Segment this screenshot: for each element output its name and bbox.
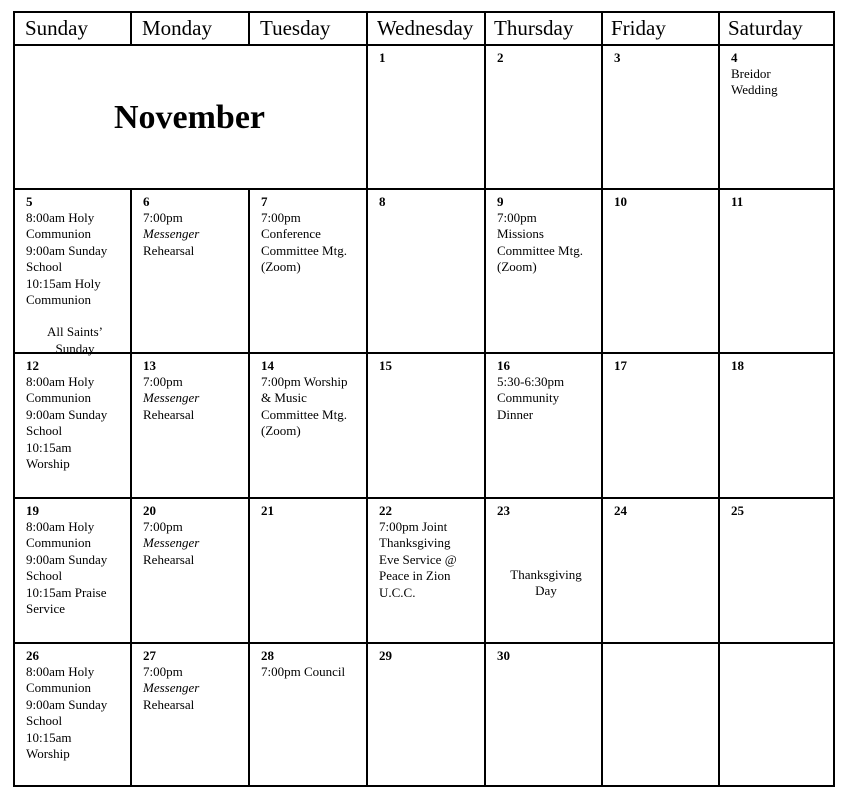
day-number: 6 (143, 194, 150, 209)
day-number: 7 (261, 194, 268, 209)
weekday-header-thursday: Thursday (494, 16, 574, 40)
day-number: 24 (614, 503, 627, 518)
grid-line (13, 785, 835, 787)
weekday-header-tuesday: Tuesday (260, 16, 331, 40)
event-italic: Messenger (143, 680, 200, 696)
event-time: 7:00pm (143, 664, 183, 679)
event-text: 8:00am Holy Communion 9:00am Sunday School 10:15am Praise Service (26, 519, 108, 617)
day-number: 25 (731, 503, 744, 518)
day-cell (486, 354, 601, 497)
event-text: 7:00pm Missions Committee Mtg. (Zoom) (497, 210, 583, 275)
day-cell (250, 190, 366, 352)
day-cell (486, 644, 601, 785)
day-cell (486, 190, 601, 352)
day-number: 29 (379, 648, 392, 663)
day-number: 1 (379, 50, 386, 65)
event-time: 7:00pm (143, 519, 183, 534)
day-cell-empty (603, 644, 718, 785)
day-cell (603, 46, 718, 188)
event-note: Thanksgiving Day (510, 567, 582, 599)
event-text: 8:00am Holy Communion 9:00am Sunday School 10:15am Worship (26, 664, 108, 762)
event-text: Wedding (731, 82, 778, 98)
day-cell (368, 190, 484, 352)
event-text: 7:00pm Conference Committee Mtg. (Zoom) (261, 210, 347, 275)
day-number: 15 (379, 358, 392, 373)
weekday-header-saturday: Saturday (728, 16, 803, 40)
day-cell (15, 499, 130, 642)
day-cell (603, 354, 718, 497)
event-text: 7:00pm Worship & Music Committee Mtg. (Zoom) (261, 374, 348, 439)
day-number: 22 (379, 503, 392, 518)
day-number: 11 (731, 194, 744, 209)
day-number: 19 (26, 503, 39, 518)
day-cell (368, 354, 484, 497)
day-cell (368, 46, 484, 188)
day-number: 4 (731, 50, 738, 65)
day-cell (15, 354, 130, 497)
day-number: 20 (143, 503, 156, 518)
day-number: 10 (614, 194, 627, 209)
day-number: 2 (497, 50, 504, 65)
event-time: 7:00pm (143, 210, 183, 225)
day-cell (486, 46, 601, 188)
day-number: 13 (143, 358, 156, 373)
day-cell (720, 499, 833, 642)
day-cell (15, 644, 130, 785)
day-number: 5 (26, 194, 33, 209)
day-number: 18 (731, 358, 744, 373)
day-number: 28 (261, 648, 274, 663)
day-cell (250, 354, 366, 497)
event-italic: Messenger (143, 226, 200, 242)
day-number: 12 (26, 358, 39, 373)
day-cell-empty (720, 644, 833, 785)
weekday-header-monday: Monday (142, 16, 212, 40)
day-cell (132, 354, 248, 497)
event-text: 7:00pm Council (261, 664, 346, 679)
day-number: 14 (261, 358, 274, 373)
event-text: Breidor (731, 66, 771, 81)
day-number: 8 (379, 194, 386, 209)
calendar-grid (13, 11, 835, 787)
day-number: 23 (497, 503, 510, 518)
day-number: 30 (497, 648, 510, 663)
event-italic: Messenger (143, 390, 200, 406)
day-cell (603, 190, 718, 352)
day-number: 9 (497, 194, 504, 209)
day-number: 21 (261, 503, 274, 518)
day-number: 17 (614, 358, 627, 373)
month-title: November (113, 98, 266, 136)
day-cell (720, 190, 833, 352)
day-cell (368, 499, 484, 642)
weekday-header-sunday: Sunday (25, 16, 88, 40)
event-note: All Saints’ Sunday (47, 324, 103, 356)
day-number: 27 (143, 648, 156, 663)
day-cell (132, 499, 248, 642)
event-italic: Messenger (143, 535, 200, 551)
event-text: 5:30-6:30pm Community Dinner (497, 374, 565, 422)
event-text: Rehearsal (143, 406, 195, 422)
day-cell (250, 499, 366, 642)
day-number: 16 (497, 358, 510, 373)
event-text: Rehearsal (143, 242, 195, 258)
event-text: Rehearsal (143, 696, 195, 712)
day-cell (720, 46, 833, 188)
day-cell (15, 190, 130, 356)
weekday-header-friday: Friday (611, 16, 666, 40)
day-cell (132, 644, 248, 785)
day-cell (603, 499, 718, 642)
day-cell (368, 644, 484, 785)
day-number: 26 (26, 648, 39, 663)
event-text: 8:00am Holy Communion 9:00am Sunday School 10:15am Holy Communion (26, 210, 108, 308)
day-cell (250, 644, 366, 785)
event-text: 8:00am Holy Communion 9:00am Sunday School 10:15am Worship (26, 374, 108, 472)
day-number: 3 (614, 50, 621, 65)
day-cell (486, 499, 601, 642)
event-time: 7:00pm (143, 374, 183, 389)
day-cell (132, 190, 248, 352)
day-cell (720, 354, 833, 497)
event-text: Rehearsal (143, 551, 195, 567)
grid-line (833, 11, 835, 787)
event-text: 7:00pm Joint Thanksgiving Eve Service @ Peace in Zion U.C.C. (379, 519, 457, 600)
weekday-header-wednesday: Wednesday (377, 16, 474, 40)
